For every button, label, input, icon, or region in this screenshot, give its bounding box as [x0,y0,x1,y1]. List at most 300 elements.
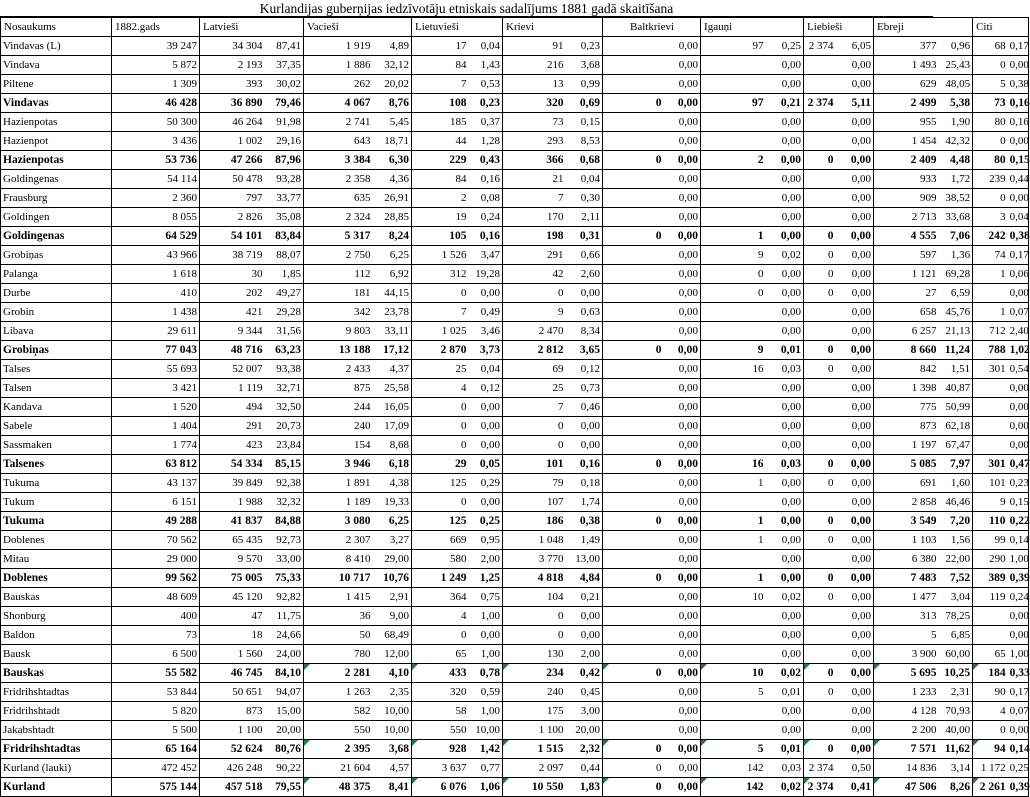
percent-cell[interactable]: 0,07 [1008,303,1029,322]
row-name-cell[interactable]: Sassmaken [1,436,112,455]
count-cell[interactable]: 45 120 [200,588,265,607]
percent-cell[interactable]: 0,00 [836,512,874,531]
total-cell[interactable]: 49 288 [112,512,200,531]
percent-cell[interactable]: 0,00 [766,151,804,170]
count-cell[interactable] [701,607,766,626]
count-cell[interactable]: 16 [701,360,766,379]
percent-cell[interactable]: 0,43 [469,151,503,170]
percent-cell[interactable]: 0,00 [469,493,503,512]
percent-cell[interactable]: 1,60 [939,474,973,493]
count-cell[interactable]: 19 [412,208,469,227]
percent-cell[interactable]: 0,12 [469,379,503,398]
percent-cell[interactable]: 7,20 [939,512,973,531]
percent-cell[interactable]: 46,46 [939,493,973,512]
count-cell[interactable]: 47 506 [874,778,939,797]
count-cell[interactable]: 1 886 [304,56,373,75]
count-cell[interactable]: 97 [701,37,766,56]
count-cell[interactable] [804,436,836,455]
count-cell[interactable]: 1 197 [874,436,939,455]
count-cell[interactable]: 5 [973,75,1008,94]
count-cell[interactable]: 73 [973,94,1008,113]
percent-cell[interactable]: 33,00 [265,550,304,569]
percent-cell[interactable]: 24,00 [265,645,304,664]
count-cell[interactable]: 240 [304,417,373,436]
count-cell[interactable]: 50 478 [200,170,265,189]
total-cell[interactable]: 55 693 [112,360,200,379]
count-cell[interactable]: 50 651 [200,683,265,702]
count-cell[interactable]: 175 [503,702,566,721]
count-cell[interactable]: 2 374 [804,778,836,797]
percent-cell[interactable]: 8,26 [939,778,973,797]
count-cell[interactable]: 25 [503,379,566,398]
percent-cell[interactable]: 0,23 [1008,474,1029,493]
percent-cell[interactable]: 63,23 [265,341,304,360]
total-cell[interactable]: 39 247 [112,37,200,56]
count-cell[interactable] [804,75,836,94]
percent-cell[interactable]: 7,52 [939,569,973,588]
percent-cell[interactable]: 3,65 [566,341,603,360]
percent-cell[interactable]: 4,84 [566,569,603,588]
count-cell[interactable]: 2 324 [304,208,373,227]
count-cell[interactable]: 8 410 [304,550,373,569]
percent-cell[interactable]: 8,68 [373,436,412,455]
percent-cell[interactable]: 0,00 [664,569,701,588]
percent-cell[interactable]: 69,28 [939,265,973,284]
percent-cell[interactable]: 1,00 [469,645,503,664]
count-cell[interactable]: 0 [973,189,1008,208]
percent-cell[interactable]: 0,17 [1008,683,1029,702]
count-cell[interactable]: 52 624 [200,740,265,759]
count-cell[interactable]: 27 [874,284,939,303]
percent-cell[interactable]: 8,24 [373,227,412,246]
percent-cell[interactable]: 0,00 [766,645,804,664]
percent-cell[interactable]: 0,21 [566,588,603,607]
percent-cell[interactable]: 0,00 [664,379,701,398]
percent-cell[interactable]: 0,00 [664,455,701,474]
count-cell[interactable]: 1 919 [304,37,373,56]
count-cell[interactable]: 2 307 [304,531,373,550]
percent-cell[interactable]: 0,00 [1008,132,1029,151]
percent-cell[interactable]: 0,02 [766,588,804,607]
count-cell[interactable]: 6 257 [874,322,939,341]
percent-cell[interactable]: 32,50 [265,398,304,417]
count-cell[interactable]: 1 002 [200,132,265,151]
row-name-cell[interactable]: Fridrihshtadtas [1,740,112,759]
count-cell[interactable]: 3 [973,208,1008,227]
count-cell[interactable] [603,132,664,151]
percent-cell[interactable]: 68,49 [373,626,412,645]
percent-cell[interactable]: 0,00 [664,322,701,341]
percent-cell[interactable]: 0,16 [469,170,503,189]
percent-cell[interactable]: 0,00 [836,569,874,588]
percent-cell[interactable]: 0,00 [566,417,603,436]
total-cell[interactable]: 64 529 [112,227,200,246]
percent-cell[interactable]: 18,71 [373,132,412,151]
percent-cell[interactable]: 0,14 [1008,531,1029,550]
count-cell[interactable]: 0 [503,607,566,626]
count-cell[interactable]: 9 [701,341,766,360]
percent-cell[interactable]: 19,28 [469,265,503,284]
count-cell[interactable]: 5 [701,740,766,759]
percent-cell[interactable]: 19,33 [373,493,412,512]
count-cell[interactable] [804,398,836,417]
count-cell[interactable] [701,303,766,322]
percent-cell[interactable]: 0,00 [766,56,804,75]
count-cell[interactable]: 7 [503,189,566,208]
count-cell[interactable] [603,113,664,132]
percent-cell[interactable]: 1,28 [469,132,503,151]
count-cell[interactable]: 1 100 [503,721,566,740]
percent-cell[interactable]: 87,96 [265,151,304,170]
count-cell[interactable]: 130 [503,645,566,664]
percent-cell[interactable]: 0,00 [1008,607,1029,626]
percent-cell[interactable]: 0,00 [836,189,874,208]
count-cell[interactable]: 0 [804,664,836,683]
percent-cell[interactable]: 83,84 [265,227,304,246]
percent-cell[interactable]: 0,00 [664,189,701,208]
total-cell[interactable]: 1 438 [112,303,200,322]
total-cell[interactable]: 5 872 [112,56,200,75]
percent-cell[interactable]: 10,00 [469,721,503,740]
percent-cell[interactable]: 0,00 [664,151,701,170]
total-cell[interactable]: 55 582 [112,664,200,683]
row-name-cell[interactable]: Tukuma [1,474,112,493]
count-cell[interactable]: 0 [804,284,836,303]
count-cell[interactable]: 2 826 [200,208,265,227]
count-cell[interactable]: 7 [412,303,469,322]
percent-cell[interactable]: 11,24 [939,341,973,360]
count-cell[interactable] [804,132,836,151]
count-cell[interactable]: 46 745 [200,664,265,683]
header-cell[interactable]: Krievi [503,18,603,37]
percent-cell[interactable]: 4,89 [373,37,412,56]
count-cell[interactable]: 110 [973,512,1008,531]
count-cell[interactable]: 494 [200,398,265,417]
count-cell[interactable]: 2 812 [503,341,566,360]
percent-cell[interactable]: 0,02 [766,778,804,797]
percent-cell[interactable]: 0,00 [664,740,701,759]
count-cell[interactable] [603,417,664,436]
count-cell[interactable]: 0 [804,683,836,702]
percent-cell[interactable]: 1,00 [469,702,503,721]
total-cell[interactable]: 5 820 [112,702,200,721]
count-cell[interactable]: 0 [804,341,836,360]
count-cell[interactable] [701,322,766,341]
percent-cell[interactable]: 0,00 [836,436,874,455]
count-cell[interactable]: 2 433 [304,360,373,379]
count-cell[interactable]: 580 [412,550,469,569]
total-cell[interactable]: 48 609 [112,588,200,607]
count-cell[interactable]: 21 [503,170,566,189]
count-cell[interactable]: 342 [304,303,373,322]
count-cell[interactable]: 69 [503,360,566,379]
count-cell[interactable]: 13 188 [304,341,373,360]
row-name-cell[interactable]: Hazienpotas [1,151,112,170]
total-cell[interactable]: 70 562 [112,531,200,550]
percent-cell[interactable]: 32,12 [373,56,412,75]
count-cell[interactable] [603,208,664,227]
count-cell[interactable]: 108 [412,94,469,113]
percent-cell[interactable]: 0,00 [836,740,874,759]
percent-cell[interactable]: 0,00 [664,360,701,379]
row-name-cell[interactable]: Talsen [1,379,112,398]
count-cell[interactable]: 97 [701,94,766,113]
count-cell[interactable]: 2 200 [874,721,939,740]
percent-cell[interactable]: 84,10 [265,664,304,683]
count-cell[interactable]: 154 [304,436,373,455]
header-cell[interactable]: Nosaukums [1,18,112,37]
percent-cell[interactable]: 26,91 [373,189,412,208]
count-cell[interactable]: 873 [874,417,939,436]
percent-cell[interactable]: 0,00 [566,284,603,303]
percent-cell[interactable]: 88,07 [265,246,304,265]
count-cell[interactable]: 0 [973,721,1008,740]
percent-cell[interactable]: 0,00 [766,170,804,189]
percent-cell[interactable]: 1,90 [939,113,973,132]
percent-cell[interactable]: 0,00 [766,436,804,455]
count-cell[interactable]: 0 [701,284,766,303]
total-cell[interactable]: 1 774 [112,436,200,455]
count-cell[interactable]: 0 [503,417,566,436]
percent-cell[interactable]: 0,06 [1008,265,1029,284]
count-cell[interactable]: 0 [603,778,664,797]
percent-cell[interactable]: 78,25 [939,607,973,626]
count-cell[interactable]: 2 741 [304,113,373,132]
count-cell[interactable]: 240 [503,683,566,702]
percent-cell[interactable]: 0,00 [664,474,701,493]
percent-cell[interactable]: 45,76 [939,303,973,322]
total-cell[interactable]: 1 618 [112,265,200,284]
count-cell[interactable]: 10 550 [503,778,566,797]
percent-cell[interactable]: 29,28 [265,303,304,322]
percent-cell[interactable]: 91,98 [265,113,304,132]
count-cell[interactable]: 1 100 [200,721,265,740]
count-cell[interactable]: 320 [503,94,566,113]
percent-cell[interactable]: 0,77 [469,759,503,778]
percent-cell[interactable]: 2,31 [939,683,973,702]
header-cell[interactable]: Latvieši [200,18,304,37]
count-cell[interactable]: 426 248 [200,759,265,778]
percent-cell[interactable]: 80,76 [265,740,304,759]
percent-cell[interactable]: 0,00 [469,436,503,455]
percent-cell[interactable]: 79,55 [265,778,304,797]
count-cell[interactable] [701,645,766,664]
count-cell[interactable]: 1 [701,531,766,550]
count-cell[interactable]: 30 [200,265,265,284]
count-cell[interactable]: 198 [503,227,566,246]
percent-cell[interactable]: 0,00 [469,417,503,436]
count-cell[interactable]: 84 [412,56,469,75]
count-cell[interactable]: 54 334 [200,455,265,474]
count-cell[interactable]: 9 [973,493,1008,512]
count-cell[interactable]: 58 [412,702,469,721]
count-cell[interactable]: 119 [973,588,1008,607]
count-cell[interactable] [603,550,664,569]
count-cell[interactable]: 691 [874,474,939,493]
percent-cell[interactable]: 90,22 [265,759,304,778]
count-cell[interactable] [804,721,836,740]
total-cell[interactable]: 73 [112,626,200,645]
percent-cell[interactable]: 0,00 [836,132,874,151]
percent-cell[interactable]: 1,00 [469,607,503,626]
count-cell[interactable]: 2 374 [804,37,836,56]
percent-cell[interactable]: 0,00 [766,417,804,436]
count-cell[interactable]: 933 [874,170,939,189]
count-cell[interactable]: 229 [412,151,469,170]
percent-cell[interactable]: 25,58 [373,379,412,398]
count-cell[interactable]: 0 [503,436,566,455]
percent-cell[interactable]: 29,00 [373,550,412,569]
count-cell[interactable] [701,208,766,227]
count-cell[interactable]: 4 [973,702,1008,721]
percent-cell[interactable]: 11,75 [265,607,304,626]
count-cell[interactable] [804,645,836,664]
count-cell[interactable]: 955 [874,113,939,132]
percent-cell[interactable]: 0,00 [664,531,701,550]
count-cell[interactable]: 313 [874,607,939,626]
count-cell[interactable] [603,721,664,740]
count-cell[interactable]: 186 [503,512,566,531]
percent-cell[interactable]: 6,18 [373,455,412,474]
total-cell[interactable]: 63 812 [112,455,200,474]
count-cell[interactable]: 2 261 [973,778,1008,797]
percent-cell[interactable]: 92,38 [265,474,304,493]
percent-cell[interactable]: 20,02 [373,75,412,94]
percent-cell[interactable]: 1,00 [1008,645,1029,664]
percent-cell[interactable]: 0,00 [836,664,874,683]
count-cell[interactable]: 0 [603,227,664,246]
percent-cell[interactable]: 0,00 [836,645,874,664]
count-cell[interactable]: 105 [412,227,469,246]
count-cell[interactable]: 4 555 [874,227,939,246]
percent-cell[interactable]: 0,00 [664,721,701,740]
count-cell[interactable]: 421 [200,303,265,322]
percent-cell[interactable]: 48,05 [939,75,973,94]
header-cell[interactable]: Citi [973,18,1029,37]
percent-cell[interactable]: 5,11 [836,94,874,113]
percent-cell[interactable]: 0,00 [664,170,701,189]
percent-cell[interactable]: 1,02 [1008,341,1029,360]
percent-cell[interactable]: 30,02 [265,75,304,94]
count-cell[interactable] [701,721,766,740]
percent-cell[interactable]: 0,00 [836,284,874,303]
count-cell[interactable]: 5 085 [874,455,939,474]
count-cell[interactable] [603,607,664,626]
percent-cell[interactable]: 0,00 [664,778,701,797]
count-cell[interactable]: 873 [200,702,265,721]
count-cell[interactable]: 0 [701,265,766,284]
row-name-cell[interactable]: Durbe [1,284,112,303]
count-cell[interactable] [603,474,664,493]
count-cell[interactable]: 0 [804,588,836,607]
count-cell[interactable]: 842 [874,360,939,379]
count-cell[interactable]: 216 [503,56,566,75]
count-cell[interactable] [603,702,664,721]
percent-cell[interactable]: 0,03 [766,360,804,379]
percent-cell[interactable]: 1,83 [566,778,603,797]
percent-cell[interactable]: 38,52 [939,189,973,208]
count-cell[interactable]: 41 837 [200,512,265,531]
count-cell[interactable]: 3 384 [304,151,373,170]
count-cell[interactable]: 7 [412,75,469,94]
percent-cell[interactable]: 0,16 [1008,113,1029,132]
count-cell[interactable]: 47 [200,607,265,626]
percent-cell[interactable]: 1,85 [265,265,304,284]
percent-cell[interactable]: 20,73 [265,417,304,436]
count-cell[interactable] [603,75,664,94]
percent-cell[interactable]: 93,38 [265,360,304,379]
count-cell[interactable]: 65 435 [200,531,265,550]
percent-cell[interactable]: 1,00 [1008,550,1029,569]
percent-cell[interactable]: 3,27 [373,531,412,550]
percent-cell[interactable]: 0,00 [766,607,804,626]
count-cell[interactable]: 293 [503,132,566,151]
percent-cell[interactable]: 0,16 [469,227,503,246]
percent-cell[interactable]: 4,57 [373,759,412,778]
percent-cell[interactable]: 0,04 [469,37,503,56]
count-cell[interactable]: 0 [973,56,1008,75]
count-cell[interactable]: 1 172 [973,759,1008,778]
percent-cell[interactable]: 0,44 [566,759,603,778]
count-cell[interactable] [973,284,1008,303]
count-cell[interactable]: 0 [412,436,469,455]
percent-cell[interactable]: 0,00 [664,113,701,132]
percent-cell[interactable]: 37,35 [265,56,304,75]
percent-cell[interactable]: 0,00 [664,94,701,113]
percent-cell[interactable]: 33,77 [265,189,304,208]
count-cell[interactable]: 2 [412,189,469,208]
count-cell[interactable]: 262 [304,75,373,94]
percent-cell[interactable]: 7,97 [939,455,973,474]
percent-cell[interactable]: 0,00 [836,721,874,740]
count-cell[interactable]: 234 [503,664,566,683]
count-cell[interactable]: 2 097 [503,759,566,778]
percent-cell[interactable]: 0,00 [664,512,701,531]
count-cell[interactable]: 1 [973,265,1008,284]
percent-cell[interactable]: 24,66 [265,626,304,645]
count-cell[interactable]: 0 [412,417,469,436]
count-cell[interactable]: 80 [973,113,1008,132]
count-cell[interactable]: 202 [200,284,265,303]
percent-cell[interactable]: 0,00 [664,132,701,151]
count-cell[interactable]: 2 193 [200,56,265,75]
count-cell[interactable] [804,208,836,227]
percent-cell[interactable]: 0,25 [766,37,804,56]
count-cell[interactable]: 5 [701,683,766,702]
row-name-cell[interactable]: Vindavas (L) [1,37,112,56]
count-cell[interactable]: 775 [874,398,939,417]
percent-cell[interactable]: 0,00 [664,702,701,721]
percent-cell[interactable]: 0,00 [664,208,701,227]
count-cell[interactable]: 3 637 [412,759,469,778]
percent-cell[interactable]: 0,00 [766,75,804,94]
count-cell[interactable]: 48 716 [200,341,265,360]
count-cell[interactable]: 1 119 [200,379,265,398]
count-cell[interactable]: 301 [973,455,1008,474]
count-cell[interactable]: 80 [973,151,1008,170]
count-cell[interactable]: 0 [412,626,469,645]
count-cell[interactable] [603,436,664,455]
count-cell[interactable] [603,626,664,645]
percent-cell[interactable]: 0,00 [766,113,804,132]
count-cell[interactable]: 0 [603,151,664,170]
total-cell[interactable]: 53 844 [112,683,200,702]
count-cell[interactable]: 0 [973,132,1008,151]
count-cell[interactable] [603,493,664,512]
percent-cell[interactable]: 0,00 [664,436,701,455]
percent-cell[interactable]: 0,29 [469,474,503,493]
percent-cell[interactable]: 17,12 [373,341,412,360]
